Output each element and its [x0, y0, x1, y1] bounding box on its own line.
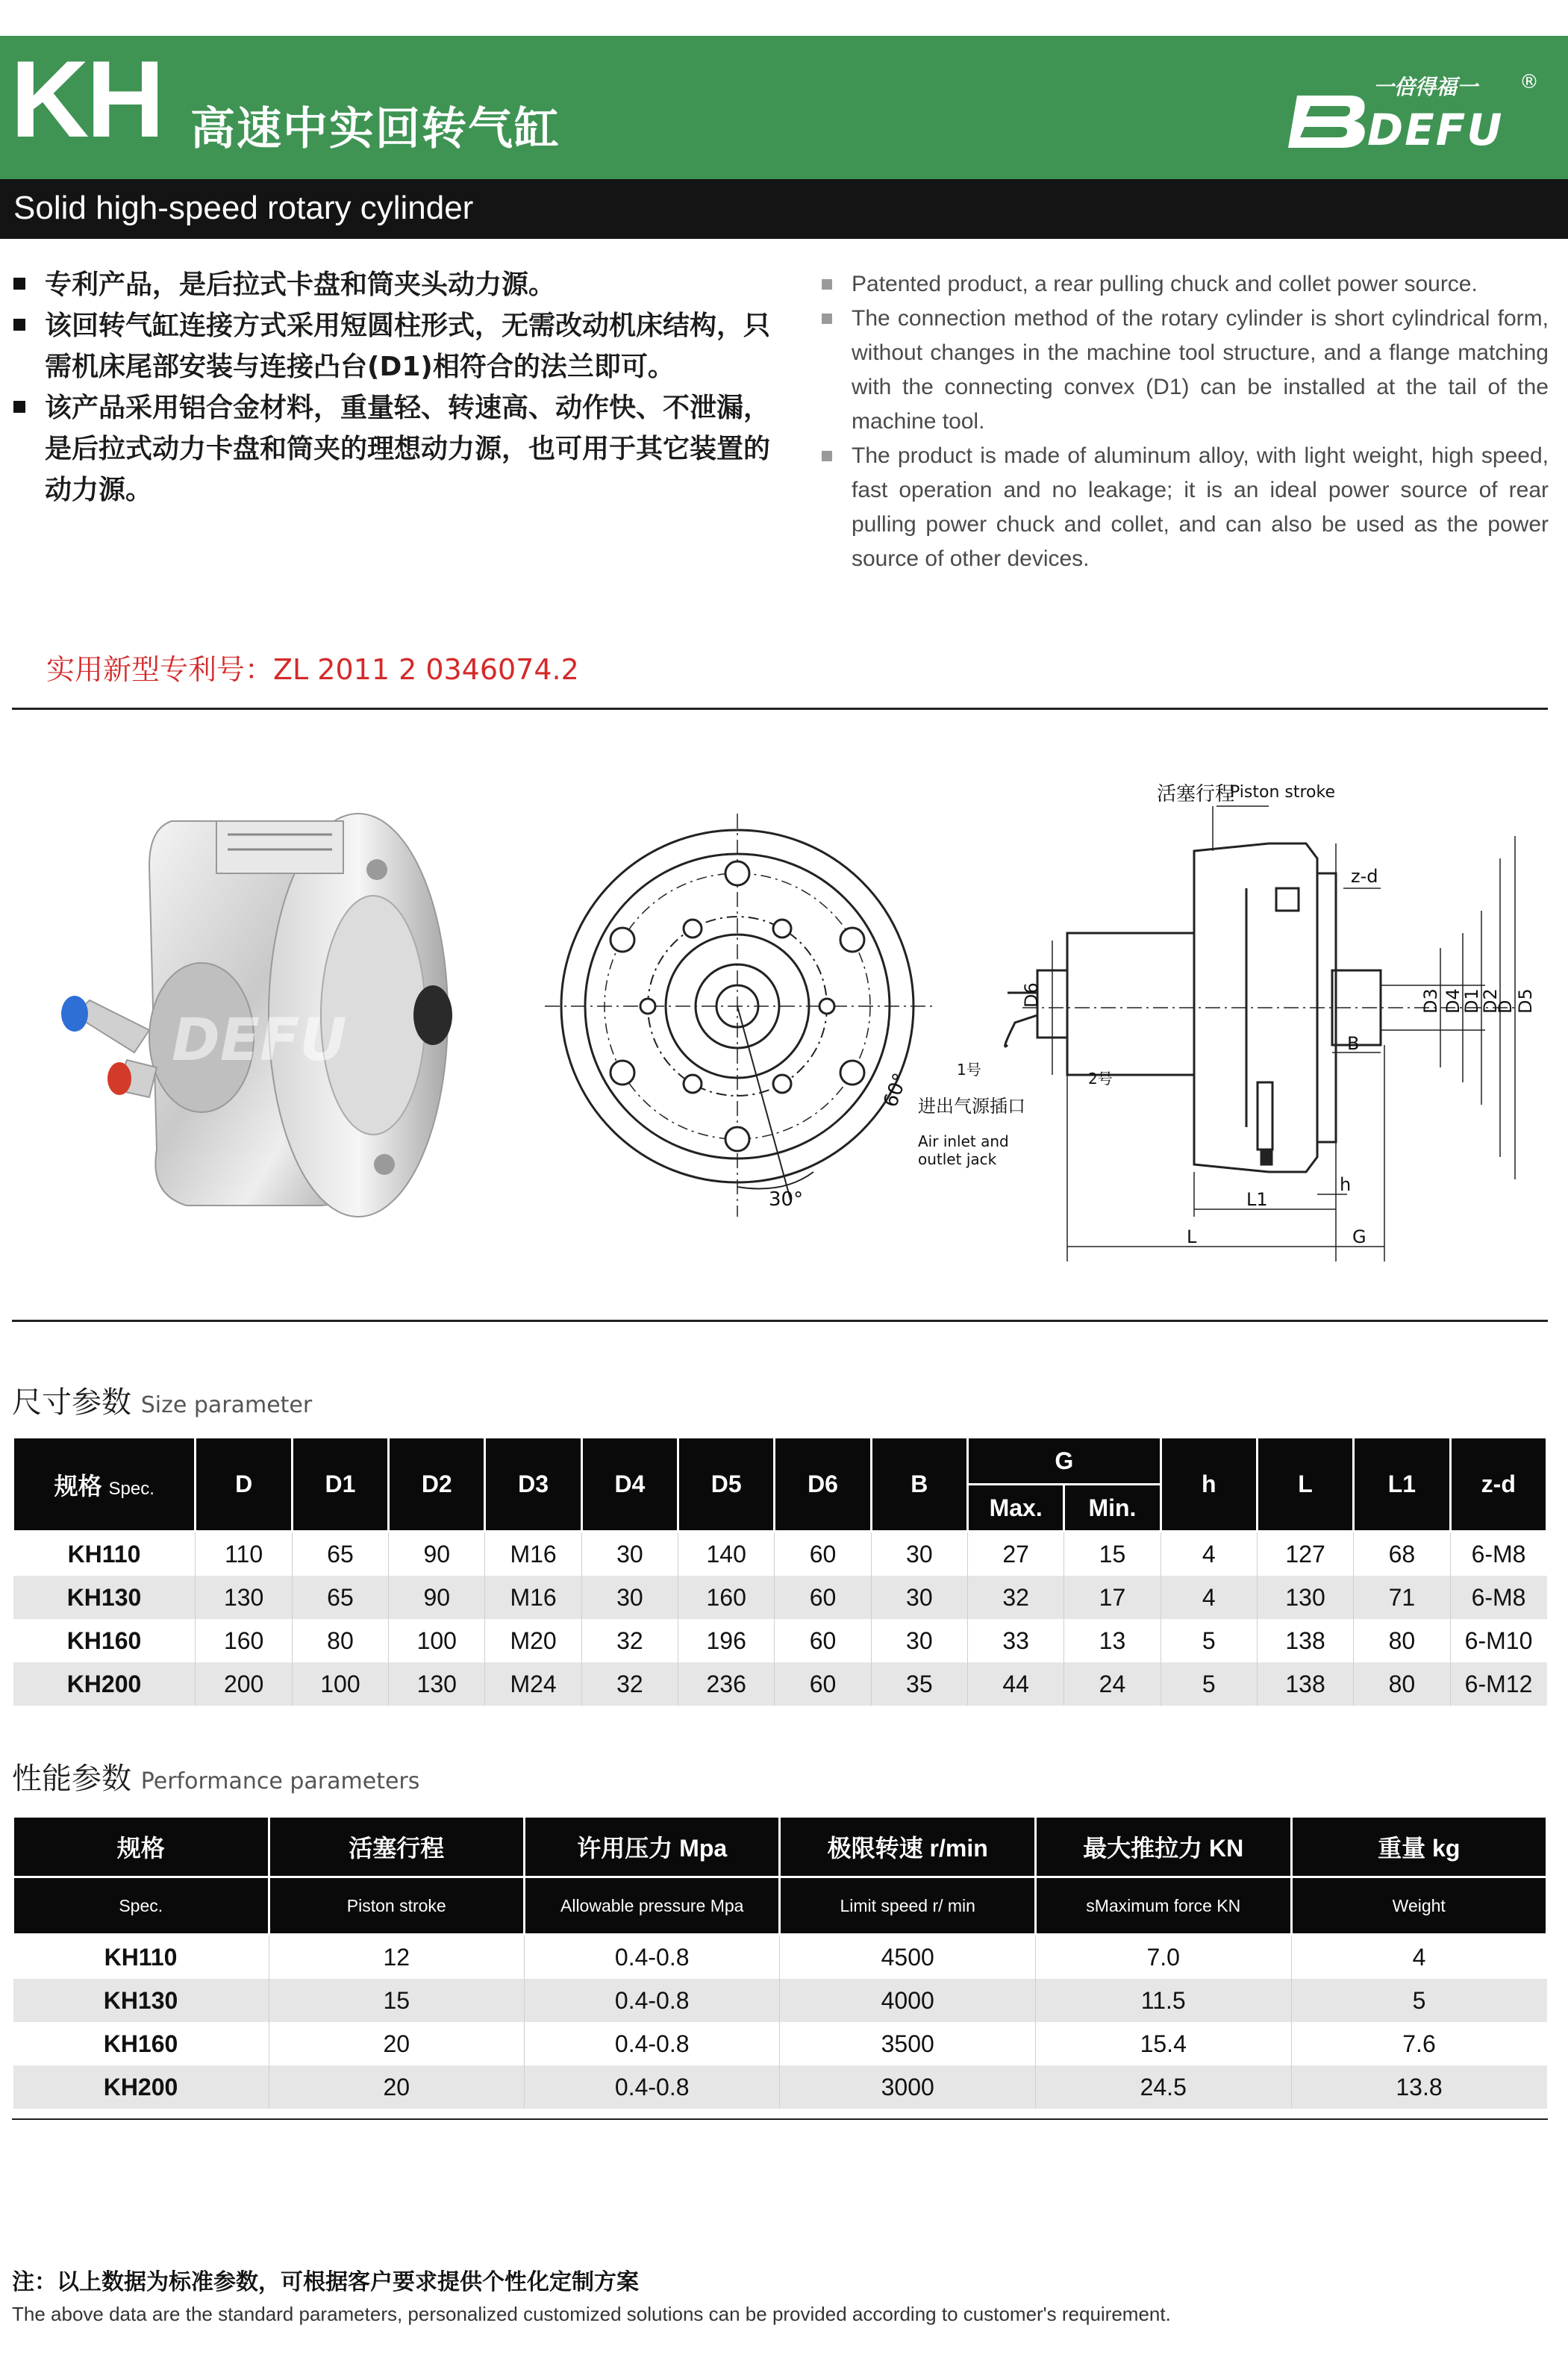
spec-cell: KH110	[104, 1943, 178, 1971]
logo-b-icon	[1288, 96, 1365, 148]
dim-d6-label: D6	[1021, 982, 1042, 1008]
spec-cell: KH160	[66, 1627, 142, 1654]
table-cell: 0.4-0.8	[524, 1979, 780, 2022]
product-photo	[45, 776, 463, 1224]
bullet-icon	[13, 278, 25, 290]
bullet-icon	[822, 314, 832, 324]
table-cell: 100	[292, 1662, 388, 1706]
table-cell: 4	[1161, 1576, 1257, 1619]
logo-mark: ®	[1519, 71, 1539, 93]
perf-table-body	[13, 1935, 1547, 2109]
perf-title-cn: 性能参数	[12, 1762, 131, 1796]
dim-d2-label: D2	[1480, 988, 1501, 1014]
table-cell: 24.5	[1035, 2065, 1291, 2109]
table-cell: 90	[389, 1576, 485, 1619]
table-cell: 32	[967, 1576, 1063, 1619]
table-cell: 60	[775, 1576, 871, 1619]
intro-en-item: The connection method of the rotary cylinder is short cylindrical form, without changes in the machine tool structure, and a flange matching with the connecting convex (D1) can be installed at the tail of the machine tool.	[817, 302, 1549, 439]
header-l: L	[1257, 1438, 1353, 1532]
table-cell: 30	[581, 1576, 678, 1619]
table-cell: 100	[389, 1619, 485, 1662]
spec-header: 规格 Spec.	[13, 1438, 196, 1532]
perf-header-en-row	[13, 1877, 1547, 1935]
perf-header-pressure-en: Allowable pressure Mpa	[524, 1877, 780, 1935]
side-view-drawing	[918, 769, 1560, 1291]
note-cn: 注：以上数据为标准参数，可根据客户要求提供个性化定制方案	[12, 2269, 639, 2295]
header-g-max: Max.	[967, 1485, 1063, 1532]
perf-header-spec: 规格	[13, 1817, 269, 1877]
table-cell: 30	[871, 1532, 967, 1576]
perf-header-weight: 重量 kg	[1291, 1817, 1547, 1877]
dim-b-label: B	[1347, 1033, 1360, 1054]
port-1-label: 1号	[957, 1061, 981, 1079]
table-cell: 30	[871, 1576, 967, 1619]
table-cell: 20	[269, 2065, 524, 2109]
table-cell: 24	[1064, 1662, 1161, 1706]
perf-header-spec-en: Spec.	[13, 1877, 269, 1935]
table-row	[13, 1532, 1547, 1576]
logo-text: DEFU	[1367, 105, 1504, 151]
table-cell: 32	[581, 1619, 678, 1662]
piston-stroke-en-label: Piston stroke	[1230, 783, 1335, 802]
table-cell: 4	[1161, 1532, 1257, 1576]
table-cell: M20	[485, 1619, 581, 1662]
subtitle-en: Solid high-speed rotary cylinder	[13, 190, 474, 226]
table-cell: 6-M12	[1450, 1662, 1546, 1706]
table-row	[13, 1619, 1547, 1662]
dim-d4-label: D4	[1443, 988, 1464, 1014]
table-cell: 160	[678, 1576, 775, 1619]
table-row	[13, 2022, 1547, 2065]
size-title-cn: 尺寸参数	[12, 1385, 131, 1420]
table-cell: 127	[1257, 1532, 1353, 1576]
table-cell: 5	[1161, 1662, 1257, 1706]
port-2-label: 2号	[1088, 1070, 1113, 1088]
table-cell: 130	[1257, 1576, 1353, 1619]
table-cell: 11.5	[1035, 1979, 1291, 2022]
table-cell: 12	[269, 1935, 524, 1980]
table-cell: 60	[775, 1662, 871, 1706]
table-cell: 7.6	[1291, 2022, 1547, 2065]
model-code: KH	[10, 38, 162, 160]
logo-slogan: 一倍得福一	[1373, 75, 1478, 99]
table-cell: 6-M8	[1450, 1532, 1546, 1576]
table-cell: 90	[389, 1532, 485, 1576]
dim-l-label: L	[1187, 1226, 1197, 1247]
intro-en-list	[817, 267, 1549, 576]
perf-header-speed: 极限转速 r/min	[780, 1817, 1035, 1877]
table-cell: 15	[1064, 1532, 1161, 1576]
divider	[12, 2118, 1548, 2120]
table-cell: 160	[196, 1619, 292, 1662]
table-cell: 140	[678, 1532, 775, 1576]
front-view-drawing	[545, 814, 933, 1232]
perf-header-stroke-en: Piston stroke	[269, 1877, 524, 1935]
bullet-icon	[13, 319, 25, 331]
table-row	[13, 1662, 1547, 1706]
spec-cell: KH130	[13, 1979, 269, 2022]
header-d1: D1	[292, 1438, 388, 1532]
perf-title-en: Performance parameters	[140, 1768, 420, 1794]
table-cell: 5	[1161, 1619, 1257, 1662]
table-cell: 0.4-0.8	[524, 2065, 780, 2109]
table-cell: 60	[775, 1619, 871, 1662]
table-cell: 3500	[780, 2022, 1035, 2065]
table-cell: 6-M10	[1450, 1619, 1546, 1662]
bullet-icon	[822, 451, 832, 461]
table-cell: 4000	[780, 1979, 1035, 2022]
air-port-en-label-1: Air inlet and	[918, 1132, 1009, 1150]
intro-cn-list	[10, 264, 772, 511]
table-cell: 65	[292, 1532, 388, 1576]
dim-l1-label: L1	[1246, 1189, 1268, 1210]
table-cell: 20	[269, 2022, 524, 2065]
table-cell: 138	[1257, 1662, 1353, 1706]
table-cell: 44	[967, 1662, 1063, 1706]
angle-60-label: 60°	[879, 1070, 913, 1111]
title-cn: 高速中实回转气缸	[190, 103, 560, 155]
size-header-row	[13, 1438, 1547, 1485]
table-cell: 4500	[780, 1935, 1035, 1980]
perf-header-pressure: 许用压力 Mpa	[524, 1817, 780, 1877]
spec-cell: KH200	[13, 2065, 269, 2109]
table-row	[13, 2065, 1547, 2109]
table-cell: 7.0	[1035, 1935, 1291, 1980]
air-port-en-label-2: outlet jack	[918, 1150, 997, 1168]
dim-d3-label: D3	[1420, 988, 1441, 1014]
bullet-icon	[822, 279, 832, 290]
table-cell: 110	[196, 1532, 292, 1576]
table-cell: 0.4-0.8	[524, 2022, 780, 2065]
table-cell: 60	[775, 1532, 871, 1576]
size-table	[12, 1436, 1548, 1706]
perf-header-force: 最大推拉力 KN	[1035, 1817, 1291, 1877]
size-title-en: Size parameter	[140, 1392, 313, 1418]
table-cell: 80	[1354, 1619, 1450, 1662]
table-cell: M24	[485, 1662, 581, 1706]
table-cell: 65	[292, 1576, 388, 1619]
spec-cell: KH160	[103, 2030, 178, 2057]
perf-table	[12, 1815, 1548, 2109]
table-cell: 13	[1064, 1619, 1161, 1662]
header-d5: D5	[678, 1438, 775, 1532]
air-port-cn-label: 进出气源插口	[918, 1096, 1025, 1117]
table-cell: 35	[871, 1662, 967, 1706]
table-cell: 130	[389, 1662, 485, 1706]
perf-table-title	[12, 1759, 419, 1802]
table-cell: 4	[1291, 1935, 1547, 1980]
table-cell: 200	[196, 1662, 292, 1706]
intro-cn-item: 该产品采用铝合金材料，重量轻、转速高、动作快、不泄漏，是后拉式动力卡盘和筒夹的理想动力源，也可用于其它装置的动力源。	[10, 387, 772, 511]
table-row	[13, 1576, 1547, 1619]
table-cell: 30	[581, 1532, 678, 1576]
angle-30-label: 30°	[769, 1188, 804, 1211]
photo-watermark: DEFU	[172, 1007, 347, 1074]
table-cell: 13.8	[1291, 2065, 1547, 2109]
header-d: D	[196, 1438, 292, 1532]
dim-d1-label: D1	[1461, 988, 1482, 1014]
spec-cell: KH130	[13, 1576, 196, 1619]
table-cell: 0.4-0.8	[524, 1935, 780, 1980]
header-d3: D3	[485, 1438, 581, 1532]
perf-header-cn-row	[13, 1817, 1547, 1877]
intro-en-item: Patented product, a rear pulling chuck and collet power source.	[817, 267, 1549, 302]
patent-number: 实用新型专利号：ZL 2011 2 0346074.2	[46, 653, 579, 686]
table-cell: M16	[485, 1576, 581, 1619]
header-d2: D2	[389, 1438, 485, 1532]
spec-cell: KH110	[67, 1540, 141, 1568]
header-g: G	[967, 1438, 1161, 1485]
dim-g-label: G	[1352, 1226, 1366, 1247]
table-cell: 80	[1354, 1662, 1450, 1706]
table-cell: M16	[485, 1532, 581, 1576]
header-z-d: z-d	[1450, 1438, 1546, 1532]
size-table-title	[12, 1382, 312, 1426]
table-row	[13, 1979, 1547, 2022]
table-cell: 17	[1064, 1576, 1161, 1619]
header-d6: D6	[775, 1438, 871, 1532]
divider	[12, 1320, 1548, 1322]
dim-z-d-label: z-d	[1351, 866, 1378, 887]
table-cell: 71	[1354, 1576, 1450, 1619]
perf-header-force-en: sMaximum force KN	[1035, 1877, 1291, 1935]
divider	[12, 708, 1548, 710]
table-cell: 80	[292, 1619, 388, 1662]
note-en: The above data are the standard parameters, personalized customized solutions can be provided according to customer's requirement.	[12, 2303, 1171, 2325]
header-h: h	[1161, 1438, 1257, 1532]
table-cell: 68	[1354, 1532, 1450, 1576]
table-cell: 138	[1257, 1619, 1353, 1662]
header-b: B	[871, 1438, 967, 1532]
dim-d-label: D	[1495, 999, 1516, 1014]
table-cell: 15	[269, 1979, 524, 2022]
piston-stroke-cn-label: 活塞行程	[1157, 783, 1235, 805]
header-l1: L1	[1354, 1438, 1450, 1532]
bullet-icon	[13, 401, 25, 413]
dim-d5-label: D5	[1515, 988, 1536, 1014]
table-cell: 30	[871, 1619, 967, 1662]
perf-header-weight-en: Weight	[1291, 1877, 1547, 1935]
dim-h-label: h	[1340, 1174, 1352, 1195]
table-cell: 33	[967, 1619, 1063, 1662]
perf-header-stroke: 活塞行程	[269, 1817, 524, 1877]
table-cell: 236	[678, 1662, 775, 1706]
table-cell: 27	[967, 1532, 1063, 1576]
intro-en-item: The product is made of aluminum alloy, with light weight, high speed, fast operation and no leakage; it is an ideal power source of rear pulling power chuck and collet, and can also be used as the power source of other devices.	[817, 439, 1549, 576]
table-row	[13, 1935, 1547, 1980]
header-d4: D4	[581, 1438, 678, 1532]
table-cell: 15.4	[1035, 2022, 1291, 2065]
size-table-body	[13, 1532, 1547, 1706]
header-g-min: Min.	[1064, 1485, 1161, 1532]
intro-cn-item: 专利产品，是后拉式卡盘和筒夹头动力源。	[10, 264, 772, 305]
table-cell: 6-M8	[1450, 1576, 1546, 1619]
spec-cell: KH200	[13, 1662, 196, 1706]
table-cell: 196	[678, 1619, 775, 1662]
brand-logo	[1284, 61, 1545, 151]
intro-cn-item: 该回转气缸连接方式采用短圆柱形式，无需改动机床结构，只需机床尾部安装与连接凸台(D1)相符合的法兰即可。	[10, 305, 772, 387]
table-cell: 3000	[780, 2065, 1035, 2109]
table-cell: 130	[196, 1576, 292, 1619]
table-cell: 32	[581, 1662, 678, 1706]
perf-header-speed-en: Limit speed r/ min	[780, 1877, 1035, 1935]
table-cell: 5	[1291, 1979, 1547, 2022]
